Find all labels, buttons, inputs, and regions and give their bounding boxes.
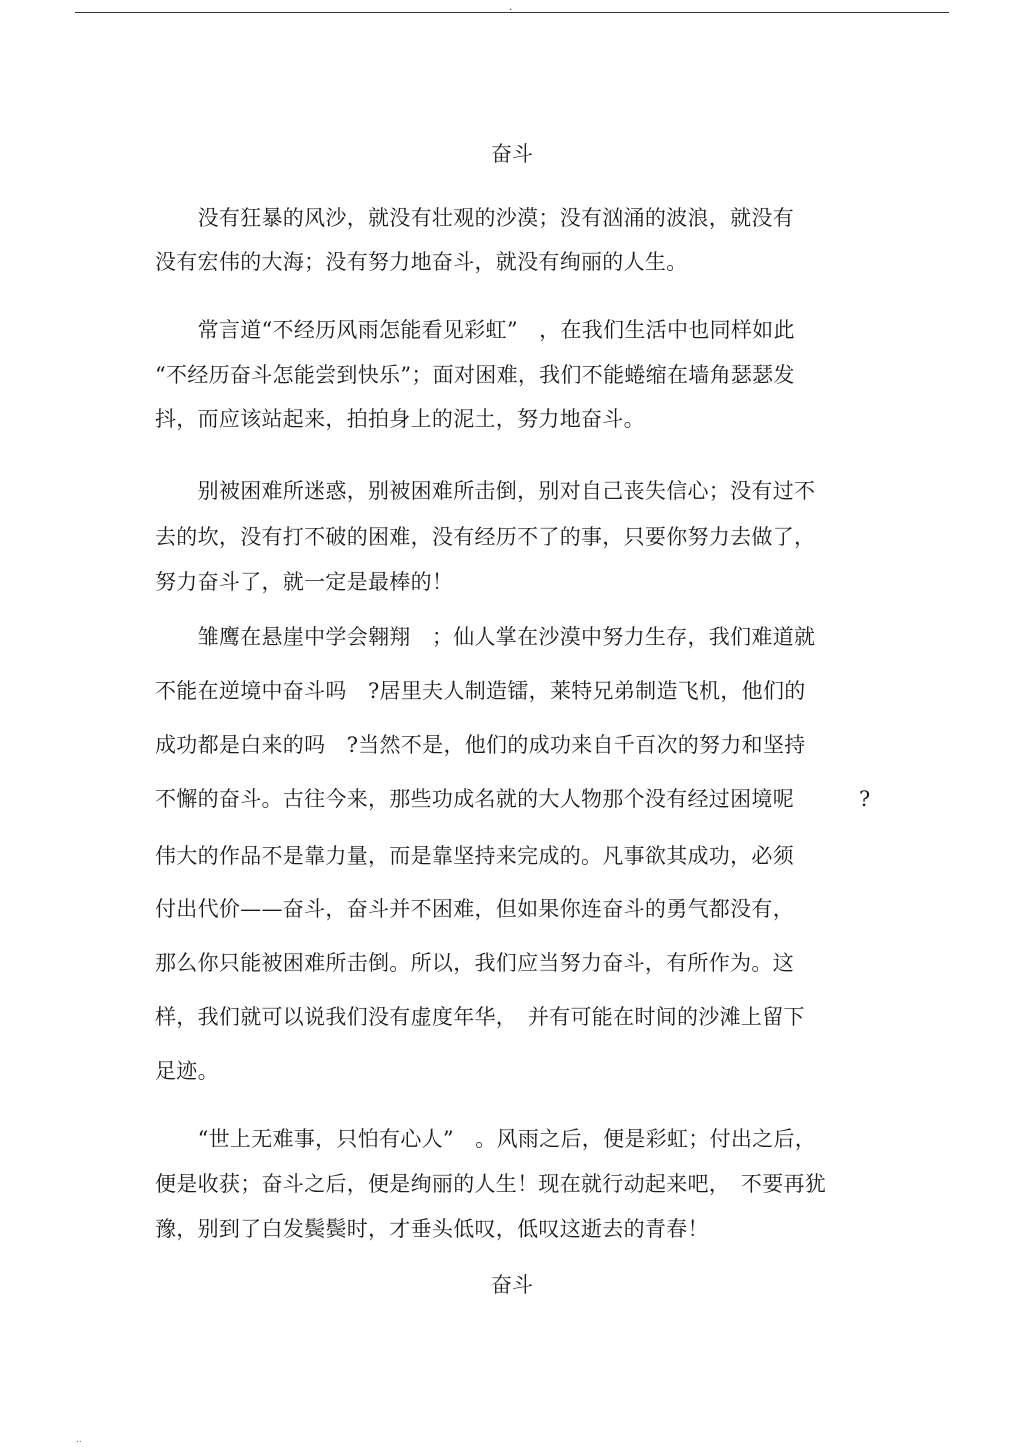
text-line: 没有狂暴的风沙，就没有壮观的沙漠；没有汹涌的波浪，就没有 bbox=[155, 206, 794, 230]
text-line: 付出代价——奋斗，奋斗并不困难，但如果你连奋斗的勇气都没有， bbox=[155, 897, 794, 921]
text-line: 伟大的作品不是靠力量，而是靠坚持来完成的。凡事欲其成功，必须 bbox=[155, 844, 794, 868]
text-line: 没有宏伟的大海；没有努力地奋斗，就没有绚丽的人生。 bbox=[155, 250, 688, 274]
text-line: 那么你只能被困难所击倒。所以，我们应当努力奋斗，有所作为。这 bbox=[155, 951, 794, 975]
text-line: 不懈的奋斗。古往今来，那些功成名就的大人物那个没有经过困境呢 bbox=[155, 787, 794, 811]
page-title: 奋斗 bbox=[491, 142, 533, 166]
text-line: 便是收获；奋斗之后，便是绚丽的人生！现在就行动起来吧， 不要再犹 bbox=[155, 1172, 827, 1196]
text-line: 抖，而应该站起来，拍拍身上的泥土，努力地奋斗。 bbox=[155, 407, 645, 431]
text-line: 努力奋斗了，就一定是最棒的！ bbox=[155, 570, 454, 594]
footer-mark: .. bbox=[76, 1435, 82, 1445]
text-line: “世上无难事，只怕有心人” 。风雨之后，便是彩虹；付出之后， bbox=[155, 1127, 817, 1151]
header-mark: . bbox=[509, 2, 513, 13]
text-line: 成功都是白来的吗 ?当然不是，他们的成功来自千百次的努力和坚持 bbox=[155, 733, 806, 757]
text-line: 足迹。 bbox=[155, 1059, 219, 1083]
text-line: 别被困难所迷惑，别被困难所击倒，别对自己丧失信心；没有过不 bbox=[155, 479, 816, 503]
text-line: 常言道“不经历风雨怎能看见彩虹” ，在我们生活中也同样如此 bbox=[155, 318, 795, 342]
text-line: “不经历奋斗怎能尝到快乐”；面对困难，我们不能蜷缩在墙角瑟瑟发 bbox=[155, 363, 795, 387]
text-line: 豫，别到了白发鬓鬓时，才垂头低叹，低叹这逝去的青春！ bbox=[155, 1217, 709, 1241]
stray-question-mark: ? bbox=[859, 787, 871, 811]
text-line: 去的坎，没有打不破的困难，没有经历不了的事，只要你努力去做了， bbox=[155, 525, 816, 549]
text-line: 不能在逆境中奋斗吗 ?居里夫人制造镭，莱特兄弟制造飞机，他们的 bbox=[155, 679, 806, 703]
text-line: 样，我们就可以说我们没有虚度年华， 并有可能在时间的沙滩上留下 bbox=[155, 1005, 805, 1029]
text-line: 雏鹰在悬崖中学会翱翔 ；仙人掌在沙漠中努力生存，我们难道就 bbox=[155, 625, 816, 649]
closing-title: 奋斗 bbox=[491, 1273, 533, 1297]
